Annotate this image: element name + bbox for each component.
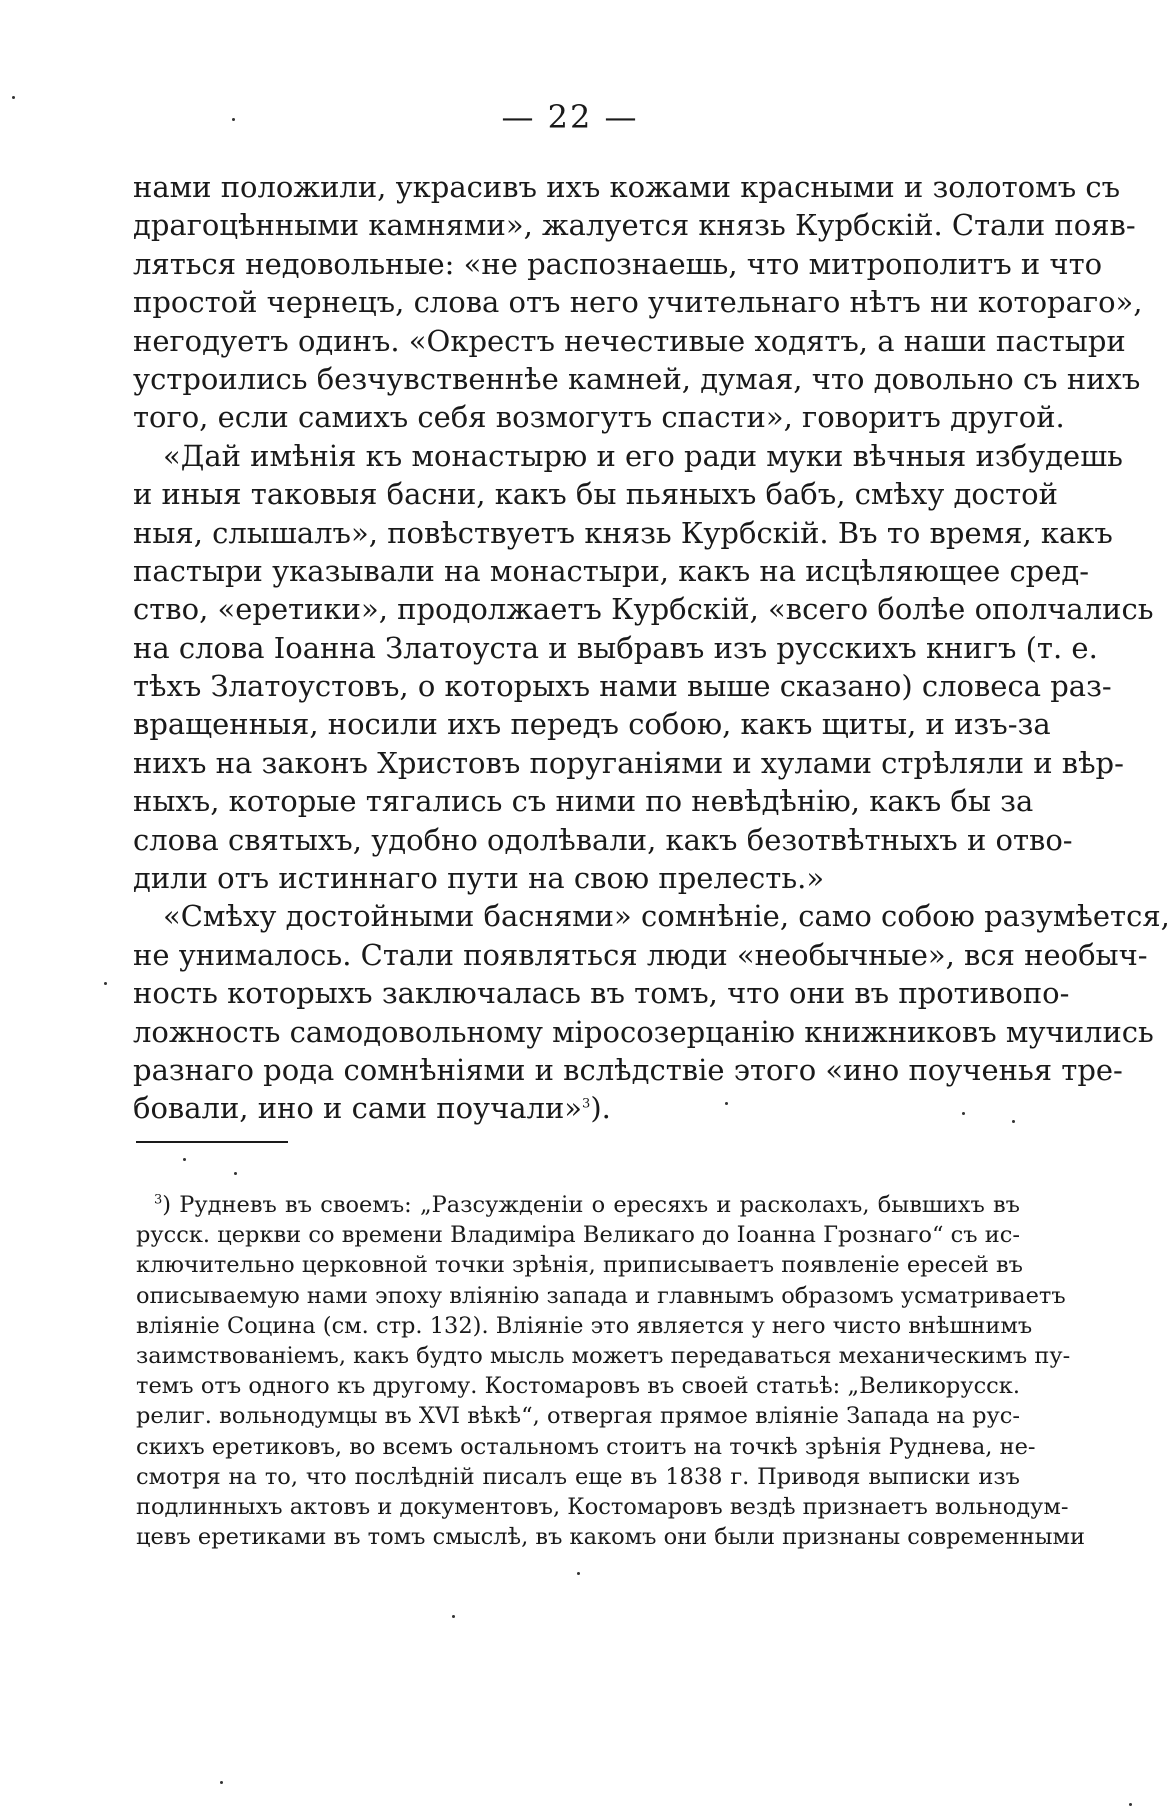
text-line: «Смѣху достойными баснями» сомнѣніе, само собою разумѣется, bbox=[163, 899, 1170, 934]
scan-speck bbox=[452, 1615, 455, 1618]
footnote-line: скихъ еретиковъ, во всемъ остальномъ стоитъ на точкѣ зрѣнія Руднева, не- bbox=[136, 1433, 1036, 1460]
scan-speck bbox=[183, 1158, 186, 1161]
text-line: на слова Іоанна Златоуста и выбравъ изъ русскихъ книгъ (т. е. bbox=[133, 630, 1098, 665]
text-line: слова святыхъ, удобно одолѣвали, какъ безотвѣтныхъ и отво- bbox=[133, 822, 1073, 857]
text-line: устроились безчувственнѣе камней, думая, что довольно съ нихъ bbox=[133, 361, 1141, 396]
footnote-marker: 3 bbox=[154, 1192, 163, 1208]
scan-speck bbox=[725, 1102, 728, 1105]
text-line: негодуетъ одинъ. «Окрестъ нечестивые ходятъ, а наши пастыри bbox=[133, 323, 1126, 358]
text-line: и иныя таковыя басни, какъ бы пьяныхъ бабъ, смѣху достой bbox=[133, 477, 1058, 512]
scan-speck bbox=[232, 118, 235, 121]
scan-speck bbox=[220, 1781, 223, 1784]
text-line: вращенныя, носили ихъ передъ собою, какъ щиты, и изъ-за bbox=[133, 707, 1051, 742]
scan-speck bbox=[962, 1112, 965, 1115]
text-line: простой чернецъ, слова отъ него учительнаго нѣтъ ни котораго», bbox=[133, 285, 1143, 320]
text-line: ляться недовольные: «не распознаешь, что митрополитъ и что bbox=[133, 246, 1103, 281]
scan-speck bbox=[12, 96, 15, 99]
text-line: пастыри указывали на монастыри, какъ на исцѣляющее сред- bbox=[133, 553, 1090, 588]
text-line-last bbox=[133, 1089, 1023, 1127]
footnote-line: подлинныхъ актовъ и документовъ, Костомаровъ вездѣ признаетъ вольнодум- bbox=[136, 1493, 1069, 1520]
scan-speck bbox=[1012, 1120, 1015, 1123]
text-line: дили отъ истиннаго пути на свою прелесть.» bbox=[133, 861, 825, 896]
text-line: ство, «еретики», продолжаетъ Курбскій, «всего болѣе ополчались bbox=[133, 592, 1154, 627]
text-line: «Дай имѣнія къ монастырю и его ради муки вѣчныя избудешь bbox=[163, 438, 1123, 473]
text-fragment: ) Рудневъ въ своемъ: „Разсужденіи о ересяхъ и расколахъ, бывшихъ въ bbox=[162, 1192, 1020, 1218]
scan-speck bbox=[104, 982, 107, 985]
footnote-line: религ. вольнодумцы въ XVI вѣкѣ“, отвергая прямое вліяніе Запада на рус- bbox=[136, 1403, 1020, 1430]
footnote-line: смотря на то, что послѣдній писалъ еще въ 1838 г. Приводя выписки изъ bbox=[136, 1463, 1020, 1490]
main-text bbox=[133, 168, 1170, 1128]
footnote-line: темъ отъ одного къ другому. Костомаровъ въ своей статьѣ: „Великорусск. bbox=[136, 1373, 1020, 1400]
text-line: ность которыхъ заключалась въ томъ, что они въ противопо- bbox=[133, 976, 1070, 1011]
text-line: драгоцѣнными камнями», жалуется князь Курбскій. Стали появ- bbox=[133, 208, 1136, 243]
text-line: того, если самихъ себя возмогутъ спасти», говоритъ другой. bbox=[133, 400, 1065, 435]
text-line: тѣхъ Златоустовъ, о которыхъ нами выше сказано) словеса раз- bbox=[133, 669, 1112, 704]
text-fragment: бовали, ино и сами поучали» bbox=[133, 1091, 583, 1126]
text-line: ныхъ, которые тягались съ ними по невѣдѣнію, какъ бы за bbox=[133, 784, 1034, 819]
footnote-line: вліяніе Социна (см. стр. 132). Вліяніе это является у него чисто внѣшнимъ bbox=[136, 1312, 1033, 1339]
text-line: разнаго рода сомнѣніями и вслѣдствіе этого «ино поученья тре- bbox=[133, 1052, 1123, 1087]
footnote-separator bbox=[136, 1141, 288, 1143]
footnote-line: цевъ еретиками въ томъ смыслѣ, въ какомъ они были признаны современными bbox=[136, 1524, 1086, 1551]
footnote-ref: 3 bbox=[582, 1096, 591, 1112]
footnote-line: заимствованіемъ, какъ будто мысль можетъ передаваться механическимъ пу- bbox=[136, 1342, 1071, 1369]
scan-speck bbox=[577, 1572, 580, 1575]
text-line: ложность самодовольному міросозерцанію книжниковъ мучились bbox=[133, 1014, 1154, 1049]
text-fragment: ). bbox=[590, 1091, 611, 1126]
text-line: не унималось. Стали появляться люди «необычные», вся необыч- bbox=[133, 937, 1148, 972]
text-line: нами положили, украсивъ ихъ кожами красными и золотомъ съ bbox=[133, 170, 1121, 204]
text-line: ныя, слышалъ», повѣствуетъ князь Курбскій. Въ то время, какъ bbox=[133, 515, 1113, 550]
text-line: нихъ на законъ Христовъ поруганіями и хулами стрѣляли и вѣр- bbox=[133, 745, 1124, 780]
footnote-line: русск. церкви со времени Владиміра Великаго до Іоанна Грознаго“ съ ис- bbox=[136, 1222, 1020, 1249]
footnote-line: описываемую нами эпоху вліянію запада и главнымъ образомъ усматриваетъ bbox=[136, 1282, 1066, 1309]
scan-speck bbox=[1129, 1803, 1132, 1806]
footnotes bbox=[136, 1190, 1086, 1552]
scan-speck bbox=[234, 1172, 237, 1175]
page-number: — 22 — bbox=[501, 98, 639, 136]
footnote-line bbox=[136, 1190, 1020, 1220]
footnote-line: ключительно церковной точки зрѣнія, приписываетъ появленіе ересей въ bbox=[136, 1252, 1023, 1279]
